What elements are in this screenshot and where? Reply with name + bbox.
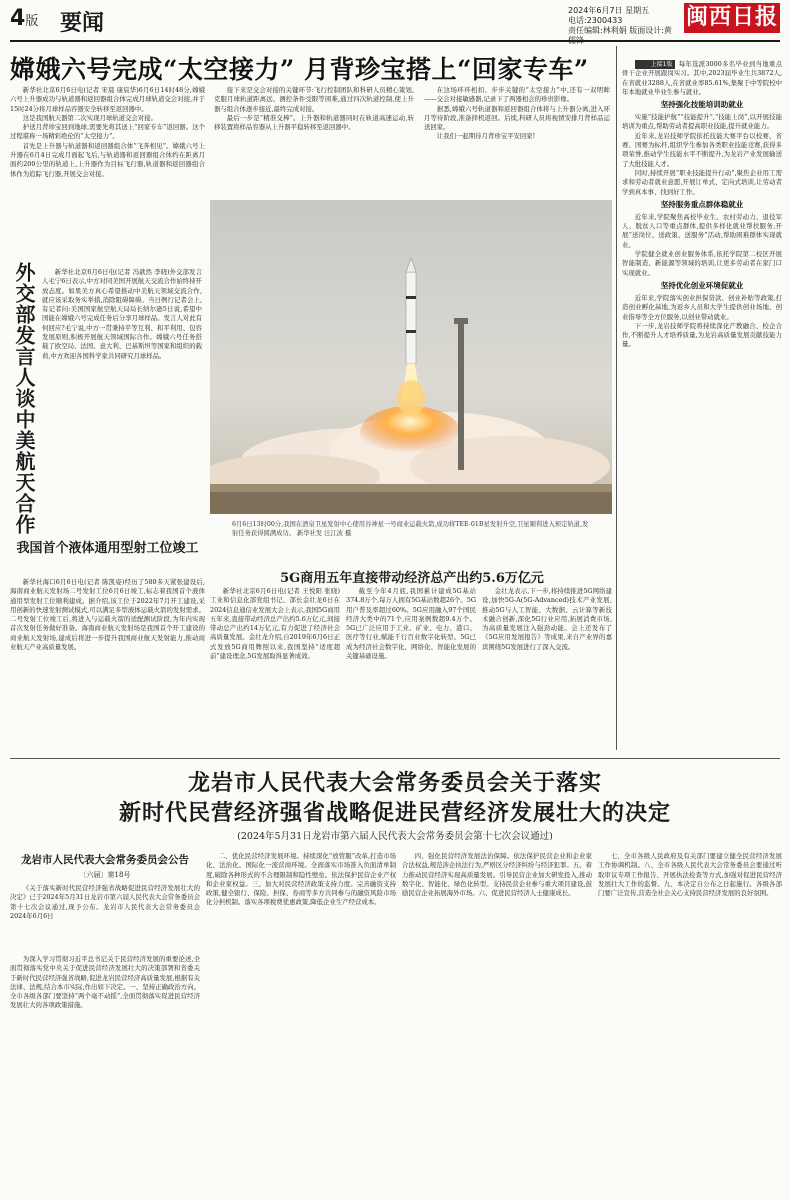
article-paragraph: 二、优化民营经济发展环境。持续深化“放管服”改革,打造市场化、法治化、国际化一流营商环境。全面落实市场准入负面清单制度,破除各种形式的不合理限制和隐性壁垒。依法保护民营企业产权和企业家权益。三、加大对民营经济政策支持力度。完善融资支持政策,健全银行、保险、担保、券商等多方共同参与的融资风险市场化分担机制。落实各项税费优惠政策,降低企业生产经营成本。 [206,852,396,907]
rocket-launch-photo [210,200,612,514]
announcement-body [10,884,200,950]
launch-pad-headline: 我国首个液体通用型射工位竣工 [16,541,199,556]
sidebar-paragraph: 近年来,学院聚焦高校毕业生、农村劳动力、退役军人、脱贫人口等重点群体,提供多样化就业帮扶服务,开展“送岗位、送政策、送服务”活动,帮助困难群体实现就业。 [622,212,782,249]
sidebar-paragraph: 上接1版 每年选派3000多名毕业到当地重点骨干企业开展跟岗实习。其中,2023届毕业生共3872人,在省就业3288人,在省就业率85.61%,集聚于中等院校中年本地就业毕业生参与就业。 [622,60,782,96]
5g-article-col1 [210,587,340,751]
sidebar-subheading: 坚持强化技能培训助就业 [660,100,744,110]
article-paragraph: 金壮龙表示,下一步,将持续推进5G网络建设,加快5G-A(5G-Advanced)技术产业发展,推动5G与人工智能、大数据、云计算等新技术融合创新,深化5G行业应用,拓展消费市场,为高质量发展注入强劲动能。会上还发布了《5G应用发展报告》等成果,来自产业界的嘉宾围绕5G发展进行了深入交流。 [482,587,612,651]
lead-paragraph: 这是我国航天器第二次实现月球轨道交会对接。 [22,113,157,122]
lead-paragraph: 在这场环环相扣、步步关键的“太空接力”中,还有一双明眸——交会对接敏感器,记录下了两器相会的珍贵影像。 [424,86,610,104]
photo-caption: 6月6日13时00分,我国在酒泉卫星发射中心使用谷神星一号商业运载火箭,成功将TEE-01B星发射升空,卫星顺利进入预定轨道,发射任务获得圆满成功。 新华社发 汪江波 摄 [232,521,589,537]
column-divider [616,46,617,750]
decision-headline [10,768,780,828]
article-paragraph: 七、全市各级人民政府及有关部门要建立健全民营经济发展工作协调机制。八、全市各级人民代表大会常务委员会要通过听取审议专项工作报告、开展执法检查等方式,加强对促进民营经济发展壮大工作的监督。九、本决定自公布之日起施行。各级各部门要广泛宣传,营造全社会关心支持民营经济发展的良好氛围。 [598,852,782,898]
page-number: 4版 [10,6,39,31]
announcement-number: 〔六届〕第18号 [79,871,131,879]
foreign-affairs-body [42,268,202,518]
lead-paragraph: 接下来是交会对接的关键环节:飞行控制团队和科研人员精心策划,克服月球轨道距离远、测控条件受限等困难,通过四次轨道控制,使上升器与组合体逐步接近,最终完成对接。 [214,86,414,113]
sidebar-subheading: 坚持优化创业环境促就业 [660,280,744,290]
lead-headline: 嫦娥六号完成“太空接力” 月背珍宝搭上“回家专车” [10,55,589,84]
sidebar-paragraph: 学院健全就业创业服务体系,依托学院第二校区开展智能制造、新能源等领域的培训,让更多劳动者在家门口实现就业。 [622,250,782,277]
date-line: 2024年6月7日 星期五 [568,6,650,15]
sidebar-paragraph: 近年来,学院落实创业担保贷款、创业补贴等政策,打造创业孵化基地,为返乡人员和大学生提供创业场地、创业指导等全方位服务,以创业带动就业。 [622,293,782,321]
lead-paragraph: 据悉,嫦娥六号轨道器和返回器组合体将与上升器分离,进入环月等待阶段,准备择机返回。后续,科研人员将视情安排月背样品运送回家。 [424,104,610,132]
article-paragraph: 为深入学习贯彻习近平总书记关于民营经济发展的重要论述,全面贯彻落实党中央关于促进民营经济发展壮大的决策部署和省委关于新时代民营经济强省战略,促进龙岩民营经济高质量发展,根据有关法律、法规,结合本市实际,作出如下决定。一、坚持正确政治方向。全市各级各部门要坚持“两个毫不动摇”,全面贯彻落实促进民营经济发展壮大的各项政策措施。 [10,955,200,1010]
article-paragraph: 新华社北京6月6日电(记者 冯歆然 李晓)外交部发言人毛宁6日表示,中方对同美国开展航天交流合作始终持开放态度。如果美方真心希望推动中美航天领域交流合作,就应该采取务实举措,消除阻碍障碍。当日例行记者会上,有记者问:美国国家航空航天局局长纳尔逊5日说,希望中国能在嫦娥六号完成任务后分享月球样品。发言人对此有何回应?毛宁说,中方一贯秉持平等互利、和平利用、包容发展原则,积极开展航天领域国际合作。嫦娥六号任务搭载了欧空局、法国、意大利、巴基斯坦等国家和组织的载荷,中方欢迎各国科学家共同研究月球样品。 [42,268,202,360]
sidebar-paragraph: 下一步,龙岩技师学院将持续深化产教融合、校企合作,不断提升人才培养质量,为龙岩高质量发展贡献技能力量。 [622,321,782,349]
article-paragraph: 截至今年4月底,我国累计建成5G基站374.8万个,每万人拥有5G基站数超26个。5G用户普及率超过60%。5G应用融入97个国民经济大类中的71个,应用案例数超9.4万个。5G已广泛应用于工业、矿业、电力、港口、医疗等行业,赋能千行百业数字化转型。5G已成为经济社会数字化、网络化、智能化发展的关键基础设施。 [346,587,476,661]
decision-col2 [206,852,396,1195]
decision-headline-line2: 新时代民营经济强省战略促进民营经济发展壮大的决定 [118,800,671,826]
lead-paragraph: 新华社北京6月6日电(记者 宋晨 康宸华)6月6日14时48分,嫦娥六号上升器成功与轨道器和返回器组合体完成月球轨道交会对接,并于15时24分将月球样品容器安全转移至返回器中。 [10,86,205,113]
article-paragraph: 《关于落实新时代民营经济强省战略促进民营经济发展壮大的决定》已于2024年5月31日龙岩市第六届人民代表大会常务委员会第十七次会议通过,现予公布。龙岩市人民代表大会常务委员会 2024年6月6日 [10,884,200,920]
article-paragraph: 新华社海口6月6日电(记者 陈凯姿)经历了580多天紧张建设后,海南商业航天发射场二号发射工位6月6日竣工,标志着我国首个液体通用型发射工位顺利建成。据介绍,该工位于2022年7月开工建设,采用创新的快速发射测试模式,可以满足多型液体运载火箭的发射需求。二号发射工位竣工后,将进入与运载火箭的适配测试阶段,为年内实现首次发射任务做好准备。海南商业航天发射场是我国首个开工建设的商业航天发射场,建成后将进一步提升我国商业航天发射能力,推动商业航天产业高质量发展。 [10,578,205,652]
5g-article-col3 [482,587,612,751]
5g-article-col2 [346,587,476,751]
editors-line: 责任编辑:林利娟 版面设计:黄 [568,26,672,35]
decision-col1 [10,955,200,1195]
lead-paragraph: 首先是上升器与轨道器和返回器组合体“飞奔相见”。嫦娥六号上升器在6月4日完成月面起飞后,与轨道器和返回器组合体约在距离月面约200公里的轨道上,上升器作为目标飞行器,轨道器和返回器组合体作为追踪飞行器,开展交会对接。 [10,141,205,178]
5g-headline: 5G商用五年直接带动经济总产出约5.6万亿元 [280,571,544,586]
decision-col4 [598,852,782,1195]
lead-paragraph: 让我们一起期待月背珍宝平安回家! [436,132,536,141]
phone-line: 电话:2300433 [568,16,623,25]
article-paragraph: 四、强化民营经济发展法治保障。依法保护民营企业和企业家合法权益,规范涉企执法行为,严格区分经济纠纷与经济犯罪。五、着力推动民营经济实现高质量发展。引导民营企业加大研发投入,推动数字化、智能化、绿色化转型。支持民营企业参与重大项目建设,鼓励民营企业拓展海外市场。六、促进民营经济人士健康成长。 [402,852,592,898]
decision-col3 [402,852,592,1195]
launch-pad-body [10,578,205,756]
header-divider [10,40,780,42]
section-name: 要闻 [60,11,105,36]
sidebar-paragraph: 同时,持续开展“职业技能提升行动”,聚焦企业用工需求和劳动者就业意愿,开展订单式、定向式培训,让劳动者学到真本事、找到好工作。 [622,168,782,196]
vocational-college-article [622,60,782,750]
decision-headline-line1: 龙岩市人民代表大会常务委员会关于落实 [187,770,602,796]
newspaper-logo: 闽西日报 [684,3,780,33]
decision-subtitle: (2024年5月31日龙岩市第六届人民代表大会常务委员会第十七次会议通过) [237,831,553,842]
lead-article-col1 [10,86,205,256]
sidebar-subheading: 坚持服务重点群体稳就业 [660,199,744,209]
article-paragraph: 新华社北京6月6日电(记者 王悦阳 张晓)工业和信息化部党组书记、部长金壮龙6日在2024信息通信业发展大会上表示,我国5G商用五年来,直接带动经济总产出约5.6万亿元,间接带动总产出约14万亿元,有力促进了经济社会高质量发展。金壮龙介绍,自2019年6月6日正式发放5G商用牌照以来,我国坚持“适度超前”建设理念,5G发展取得显著成效。 [210,587,340,661]
lead-paragraph: 护送月背珍宝回到地球,需要先将其送上“回家专车”返回器。这个过程堪称一场精彩绝伦的“太空接力”。 [10,123,205,141]
sidebar-paragraph: 近年来,龙岩技师学院依托技能大赛平台以校赛、省赛、国赛为标杆,组织学生参加各类职业技能竞赛,获得多项荣誉,推动学生技能水平不断提升,为龙岩产业发展输送了大批技能人才。 [622,131,782,168]
sidebar-paragraph: 实施“技能护航”“技能提升”,“技能上岗”,以开展技能培训为重点,帮助劳动者提高职业技能,提升就业能力。 [622,113,782,131]
rocket-launch-image [210,200,612,514]
section-divider [10,758,780,759]
announcement-title: 龙岩市人民代表大会常务委员会公告 [21,854,189,866]
continued-tag: 上接1版 [635,60,676,69]
lead-paragraph: 最后一步是“精准交棒”。上升器和轨道器同时在轨道高速运动,转移装置将样品容器从上升器平稳转移至返回器中。 [214,113,414,132]
lead-article-col3 [424,86,610,198]
foreign-affairs-headline: 外交部发言人谈中美航天合作 [12,262,36,535]
